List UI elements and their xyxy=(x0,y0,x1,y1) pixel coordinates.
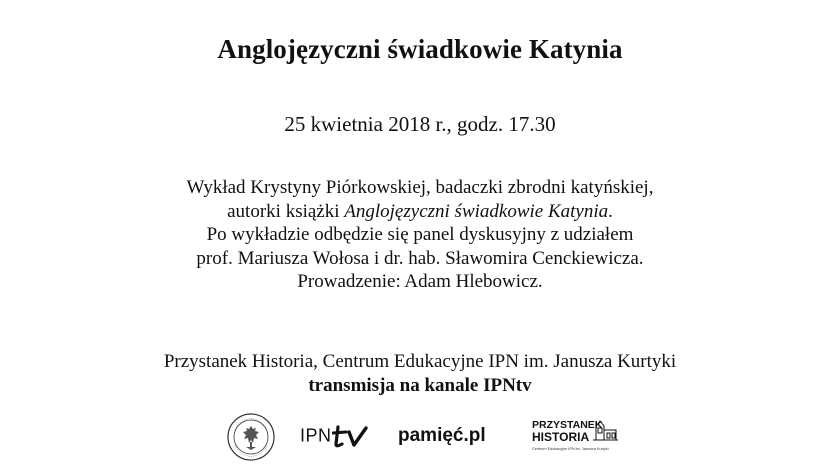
przystanek-line1: PRZYSTANEK xyxy=(532,419,603,431)
title: Anglojęzyczni świadkowie Katynia xyxy=(217,34,623,64)
book-title: Anglojęzyczni świadkowie Katynia xyxy=(344,200,609,222)
description-line-4: prof. Mariusza Wołosa i dr. hab. Sławomira Cenckiewicza. xyxy=(196,247,644,269)
ipn-eagle-seal-icon xyxy=(226,412,276,462)
przystanek-historia-logo xyxy=(530,414,620,460)
przystanek-line2: HISTORIA xyxy=(532,430,590,444)
ipntv-logo xyxy=(300,424,370,452)
logos xyxy=(0,412,840,468)
przystanek-sub: Centrum Edukacyjne IPN im. Janusza Kurtyki xyxy=(532,447,609,451)
ipntv-tv-icon xyxy=(332,424,370,448)
footer xyxy=(0,350,840,397)
pamiec-logo: pamięć.pl xyxy=(398,425,486,446)
broadcast-info: transmisja na kanale IPNtv xyxy=(308,374,532,396)
venue: Przystanek Historia, Centrum Edukacyjne IPN im. Janusza Kurtyki xyxy=(163,351,677,372)
event-date: 25 kwietnia 2018 r., godz. 17.30 xyxy=(284,112,556,136)
description-line-2-suffix: . xyxy=(608,200,613,222)
description-line-1: Wykład Krystyny Piórkowskiej, badaczki zbrodni katyńskiej, xyxy=(186,177,654,198)
description-line-5: Prowadzenie: Adam Hlebowicz. xyxy=(297,271,543,292)
description-line-3: Po wykładzie odbędzie się panel dyskusyjny z udziałem xyxy=(206,224,634,245)
description-line-2 xyxy=(0,200,840,224)
description xyxy=(0,176,840,294)
ipntv-prefix: IPN xyxy=(300,425,332,446)
description-line-2-prefix: autorki książki xyxy=(227,200,345,222)
